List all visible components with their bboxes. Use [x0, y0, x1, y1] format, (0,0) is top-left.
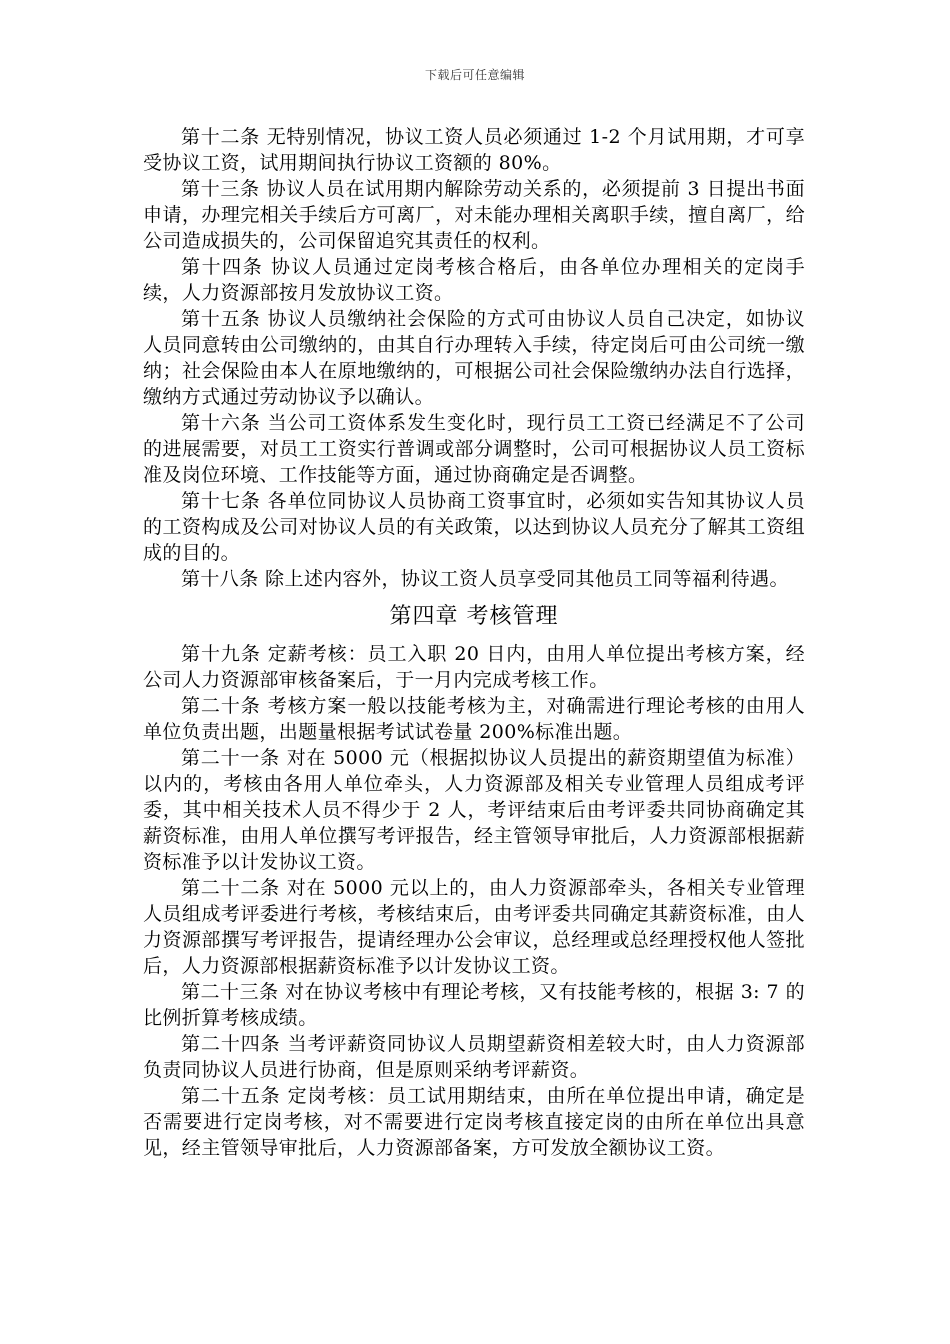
- article-21: 第二十一条 对在 5000 元（根据拟协议人员提出的薪资期望值为标准）以内的，考核由各用人单位牵头，人力资源部及相关专业管理人员组成考评委，其中相关技术人员不得少于 2 人，考评结束后由考评委共同协商确定其薪资标准，由用人单位撰写考评报告，经主管领导审批后，人力资源部根据薪资标准予以计发协议工资。: [143, 747, 805, 873]
- article-25: 第二十五条 定岗考核：员工试用期结束，由所在单位提出申请，确定是否需要进行定岗考核，对不需要进行定岗考核直接定岗的由所在单位出具意见，经主管领导审批后，人力资源部备案，方可发放全额协议工资。: [143, 1085, 805, 1159]
- article-15: 第十五条 协议人员缴纳社会保险的方式可由协议人员自己决定，如协议人员同意转由公司缴纳的，由其自行办理转入手续，待定岗后可由公司统一缴纳；社会保险由本人在原地缴纳的，可根据公司社会保险缴纳办法自行选择，缴纳方式通过劳动协议予以确认。: [143, 308, 805, 408]
- article-17: 第十七条 各单位同协议人员协商工资事宜时，必须如实告知其协议人员的工资构成及公司对协议人员的有关政策，以达到协议人员充分了解其工资组成的目的。: [143, 490, 805, 564]
- article-13: 第十三条 协议人员在试用期内解除劳动关系的，必须提前 3 日提出书面申请，办理完相关手续后方可离厂，对未能办理相关离职手续，擅自离厂，给公司造成损失的，公司保留追究其责任的权利。: [143, 178, 805, 252]
- document-body: [143, 124, 805, 1161]
- article-24: 第二十四条 当考评薪资同协议人员期望薪资相差较大时，由人力资源部负责同协议人员进行协商，但是原则采纳考评薪资。: [143, 1033, 805, 1081]
- article-12: 第十二条 无特别情况，协议工资人员必须通过 1-2 个月试用期，才可享受协议工资，试用期间执行协议工资额的 80%。: [143, 126, 805, 174]
- page-header: 下载后可任意编辑: [424, 68, 525, 82]
- chapter-title: 第四章 考核管理: [389, 604, 559, 629]
- article-18: 第十八条 除上述内容外，协议工资人员享受同其他员工同等福利待遇。: [181, 568, 789, 590]
- article-14: 第十四条 协议人员通过定岗考核合格后，由各单位办理相关的定岗手续，人力资源部按月发放协议工资。: [143, 256, 805, 304]
- article-16: 第十六条 当公司工资体系发生变化时，现行员工工资已经满足不了公司的进展需要，对员工工资实行普调或部分调整时，公司可根据协议人员工资标准及岗位环境、工作技能等方面，通过协商确定是否调整。: [143, 412, 805, 486]
- article-23: 第二十三条 对在协议考核中有理论考核，又有技能考核的，根据 3: 7 的比例折算考核成绩。: [143, 981, 805, 1029]
- article-19: 第十九条 定薪考核：员工入职 20 日内，由用人单位提出考核方案，经公司人力资源部审核备案后，于一月内完成考核工作。: [143, 643, 805, 691]
- article-22: 第二十二条 对在 5000 元以上的，由人力资源部牵头，各相关专业管理人员组成考评委进行考核，考核结束后，由考评委共同确定其薪资标准，由人力资源部撰写考评报告，提请经理办公会审议，总经理或总经理授权他人签批后，人力资源部根据薪资标准予以计发协议工资。: [143, 877, 805, 977]
- article-20: 第二十条 考核方案一般以技能考核为主，对确需进行理论考核的由用人单位负责出题，出题量根据考试试卷量 200%标准出题。: [143, 695, 805, 743]
